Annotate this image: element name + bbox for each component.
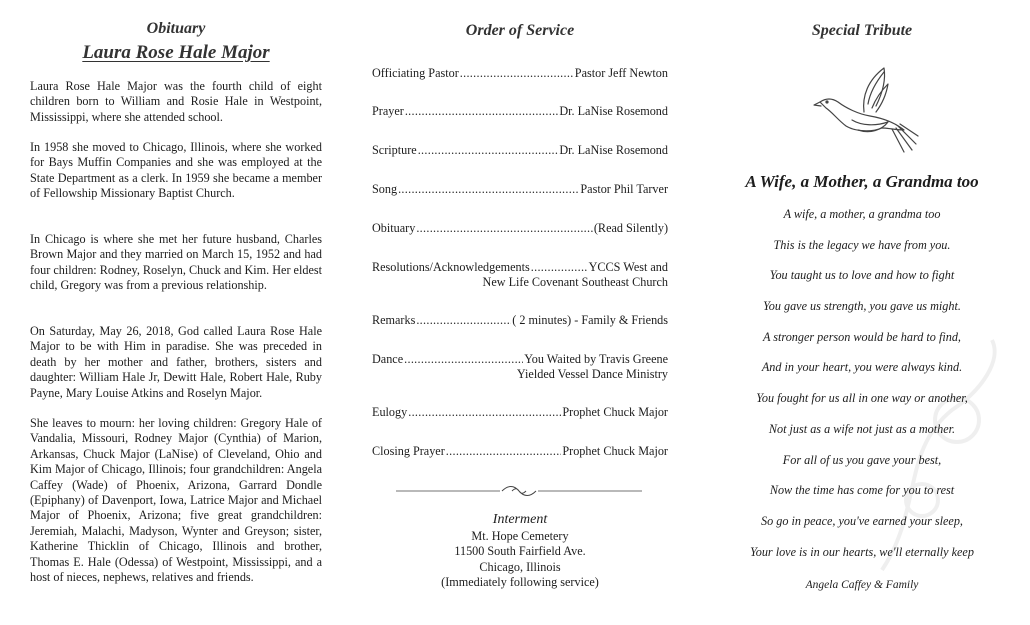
leader-dots (416, 313, 511, 328)
tribute-panel (712, 0, 1012, 625)
poem-title: A Wife, a Mother, a Grandma too (745, 172, 979, 191)
leader-dots (416, 221, 593, 236)
service-item (372, 260, 668, 291)
service-item-label: Dance (372, 352, 404, 366)
service-item-value: (Read Silently) (593, 221, 668, 235)
poem-line: For all of us you gave your best, (782, 452, 942, 467)
service-item-value: Pastor Phil Tarver (580, 182, 668, 196)
obituary-heading: Obituary (146, 20, 206, 37)
poem-line: And in your heart, you were always kind. (761, 360, 963, 375)
ornamental-divider (396, 483, 642, 499)
service-item-value: ( 2 minutes) - Family & Friends (512, 313, 668, 327)
service-item-value-line2: New Life Covenant Southeast Church (482, 275, 668, 290)
obituary-paragraph: In 1958 she moved to Chicago, Illinois, where she worked for Bays Muffin Companies and she was employed at the State Department as a clerk. In 1959 she became a member of Fellowship Missionary Baptist Church. (30, 140, 322, 201)
service-item (372, 405, 668, 420)
dove-icon (812, 60, 922, 156)
obituary-panel (30, 0, 322, 625)
service-item-label: Prayer (372, 104, 404, 118)
interment-line: 11500 South Fairfield Ave. (454, 544, 586, 559)
service-item-value: Pastor Jeff Newton (574, 66, 668, 80)
poem-line: So go in peace, you've earned your sleep, (761, 513, 963, 528)
service-item (372, 444, 668, 459)
poem-line: You gave us strength, you gave us might. (763, 299, 961, 314)
leader-dots (418, 143, 559, 158)
leader-dots (398, 182, 579, 197)
interment-heading: Interment (492, 512, 548, 527)
poem-line: You taught us to love and how to fight (769, 268, 955, 283)
interment-block (372, 512, 668, 591)
obituary-paragraph: On Saturday, May 26, 2018, God called Laura Rose Hale Major to be with Him in paradise. She was preceded in death by her mother and father, brothers, sisters and daughter: William Hale Jr, Dewitt Hale, Robert Hale, Ruby Payne, Mary Louise Atkins and Roselyn Major. (30, 324, 322, 400)
leader-dots (408, 405, 561, 420)
service-item-value: You Waited by Travis Greene (524, 352, 668, 366)
service-item (372, 313, 668, 328)
deceased-name: Laura Rose Hale Major (82, 42, 270, 63)
poem-line: A stronger person would be hard to find, (763, 329, 961, 344)
obituary-paragraph: She leaves to mourn: her loving children: Gregory Hale of Vandalia, Missouri, Rodney Major (Cynthia) of Marion, Arkansas, Chuck Major (LaNise) of Cleveland, Ohio and Kim Major of Chicago, Illinois; four grandchildren: Angela Caffey (Wade) of Phoenix, Arizona, Garrard Dondle (Epiphany) of Davenport, Iowa, Latrice Major and Michael Major of Phoenix, Arizona; five great grandchildren: Jeremiah, Malachi, Madyson, Wynter and Greyson; sister, Katherine Thicklin of Chicago, Illinois and brother, Thomas E. Hale (Odessa) of Westpoint, Mississippi, and a host of nieces, nephews, relatives and friends. (30, 416, 322, 585)
service-item-label: Obituary (372, 221, 416, 235)
service-item-value: Dr. LaNise Rosemond (559, 104, 668, 118)
leader-dots (460, 66, 574, 81)
service-item-value: Dr. LaNise Rosemond (559, 143, 668, 157)
interment-line: Mt. Hope Cemetery (471, 528, 569, 543)
poem-line: This is the legacy we have from you. (773, 237, 951, 252)
poem (712, 207, 1012, 575)
service-item-value-line2: Yielded Vessel Dance Ministry (516, 367, 668, 382)
leader-dots (531, 260, 588, 275)
service-item (372, 66, 668, 81)
service-item-label: Closing Prayer (372, 444, 445, 458)
service-item (372, 221, 668, 236)
leader-dots (404, 352, 523, 367)
service-item-label: Scripture (372, 143, 417, 157)
service-item-label: Remarks (372, 313, 416, 327)
order-of-service-heading: Order of Service (465, 22, 575, 39)
tribute-signature: Angela Caffey & Family (805, 579, 919, 591)
poem-line: Not just as a wife not just as a mother. (768, 421, 956, 436)
service-item-value: YCCS West and (588, 260, 668, 274)
service-item-value: Prophet Chuck Major (562, 405, 668, 419)
service-item-value: Prophet Chuck Major (562, 444, 668, 458)
interment-line: Chicago, Illinois (479, 559, 561, 574)
service-item (372, 182, 668, 197)
service-item (372, 352, 668, 383)
poem-line: A wife, a mother, a grandma too (783, 207, 941, 221)
order-of-service-panel (372, 0, 668, 625)
obituary-paragraph: Laura Rose Hale Major was the fourth child of eight children born to William and Rosie Hale in Westpoint, Mississippi, where she attended school. (30, 79, 322, 124)
service-item (372, 143, 668, 158)
poem-line: You fought for us all in one way or another, (756, 391, 968, 406)
service-item-label: Resolutions/Acknowledgements (372, 260, 530, 274)
poem-line: Your love is in our hearts, we'll eternally keep (750, 544, 974, 559)
service-item-label: Song (372, 182, 398, 196)
service-item-label: Eulogy (372, 405, 408, 419)
service-item-label: Officiating Pastor (372, 66, 459, 80)
interment-line: (Immediately following service) (441, 575, 599, 590)
poem-line: Now the time has come for you to rest (769, 483, 955, 498)
tribute-heading: Special Tribute (811, 22, 913, 39)
leader-dots (405, 104, 559, 119)
service-item (372, 104, 668, 119)
leader-dots (446, 444, 562, 459)
obituary-paragraph: In Chicago is where she met her future husband, Charles Brown Major and they married on March 15, 1952 and had four children: Rodney, Roselyn, Chuck and Kim. Her eldest child, Gregory was from a previous relationship. (30, 232, 322, 293)
